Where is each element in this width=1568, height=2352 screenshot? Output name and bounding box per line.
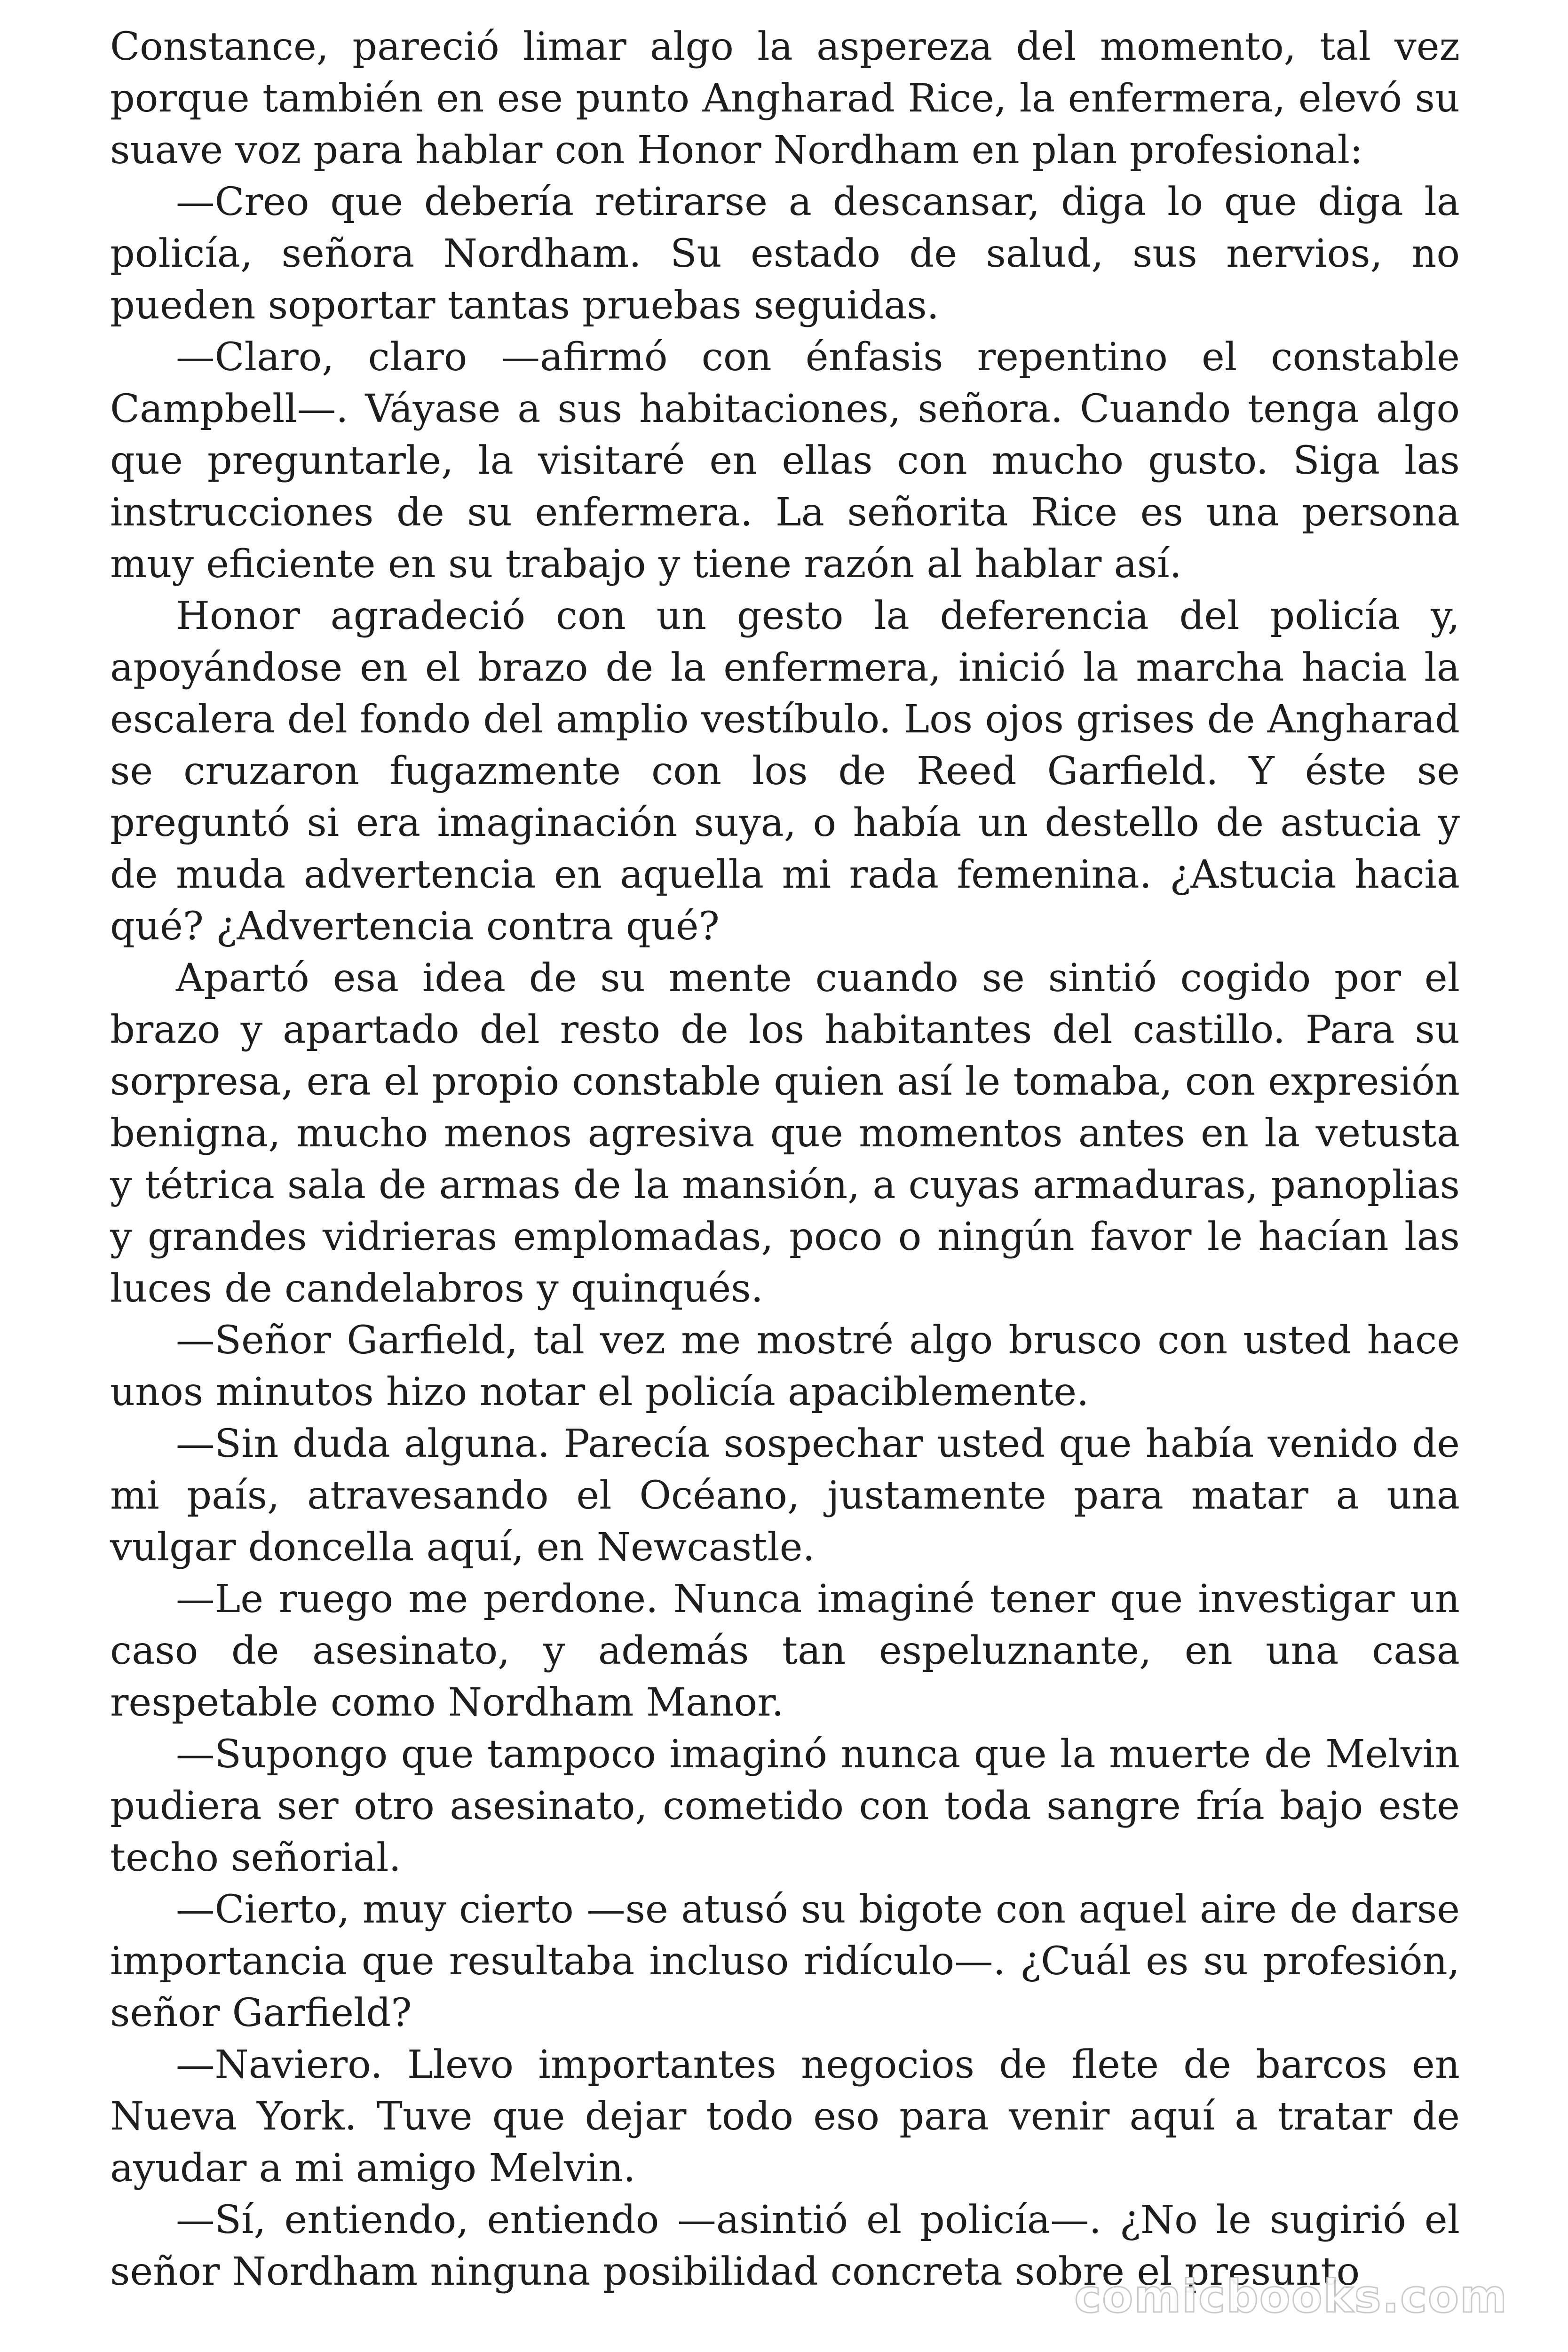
watermark-text: comicbooks.com	[1074, 2270, 1508, 2323]
paragraph-3: —Claro, claro —afirmó con énfasis repentino el constable Campbell—. Váyase a sus habitaciones, señora. Cuando tenga algo que preguntarle, la visitaré en ellas con mucho gusto. Siga las instrucciones de su enfermera. La señorita Rice es una persona muy eficiente en su trabajo y tiene razón al hablar así.	[110, 334, 1460, 587]
paragraph-6: —Señor Garfield, tal vez me mostré algo brusco con usted hace unos minutos hizo notar el policía apaciblemente.	[110, 1318, 1460, 1414]
paragraph-8: —Le ruego me perdone. Nunca imaginé tener que investigar un caso de asesinato, y además tan espeluznante, en una casa respetable como Nordham Manor.	[110, 1576, 1460, 1725]
paragraph-5: Apartó esa idea de su mente cuando se sintió cogido por el brazo y apartado del resto de los habitantes del castillo. Para su sorpresa, era el propio constable quien así le tomaba, con expresión benigna, mucho menos agresiva que momentos antes en la vetusta y tétrica sala de armas de la mansión, a cuyas armaduras, panoplias y grandes vidrieras emplomadas, poco o ningún favor le hacían las luces de candelabros y quinqués.	[110, 955, 1460, 1311]
paragraph-11: —Naviero. Llevo importantes negocios de flete de barcos en Nueva York. Tuve que dejar todo eso para venir aquí a tratar de ayudar a mi amigo Melvin.	[110, 2042, 1460, 2191]
book-page-text	[110, 21, 1460, 2297]
paragraph-1: Constance, pareció limar algo la aspereza del momento, tal vez porque también en ese punto Angharad Rice, la enfermera, elevó su suave voz para hablar con Honor Nordham en plan profesional:	[110, 24, 1460, 173]
paragraph-12: —Sí, entiendo, entiendo —asintió el policía—. ¿No le sugirió el señor Nordham ninguna posibilidad concreta sobre el presunto	[110, 2197, 1460, 2294]
paragraph-7: —Sin duda alguna. Parecía sospechar usted que había venido de mi país, atravesando el Océano, justamente para matar a una vulgar doncella aquí, en Newcastle.	[110, 1421, 1460, 1570]
paragraph-9: —Supongo que tampoco imaginó nunca que la muerte de Melvin pudiera ser otro asesinato, cometido con toda sangre fría bajo este techo señorial.	[110, 1732, 1460, 1880]
paragraph-4: Honor agradeció con un gesto la deferencia del policía y, apoyándose en el brazo de la enfermera, inició la marcha hacia la escalera del fondo del amplio vestíbulo. Los ojos grises de Angharad se cruzaron fugazmente con los de Reed Garfield. Y éste se preguntó si era imaginación suya, o había un destello de astucia y de muda advertencia en aquella mi rada femenina. ¿Astucia hacia qué? ¿Advertencia contra qué?	[110, 593, 1460, 949]
paragraph-10: —Cierto, muy cierto —se atusó su bigote con aquel aire de darse importancia que resultaba incluso ridículo—. ¿Cuál es su profesión, señor Garfield?	[110, 1887, 1460, 2035]
paragraph-2: —Creo que debería retirarse a descansar, diga lo que diga la policía, señora Nordham. Su estado de salud, sus nervios, no pueden soportar tantas pruebas seguidas.	[110, 179, 1460, 328]
